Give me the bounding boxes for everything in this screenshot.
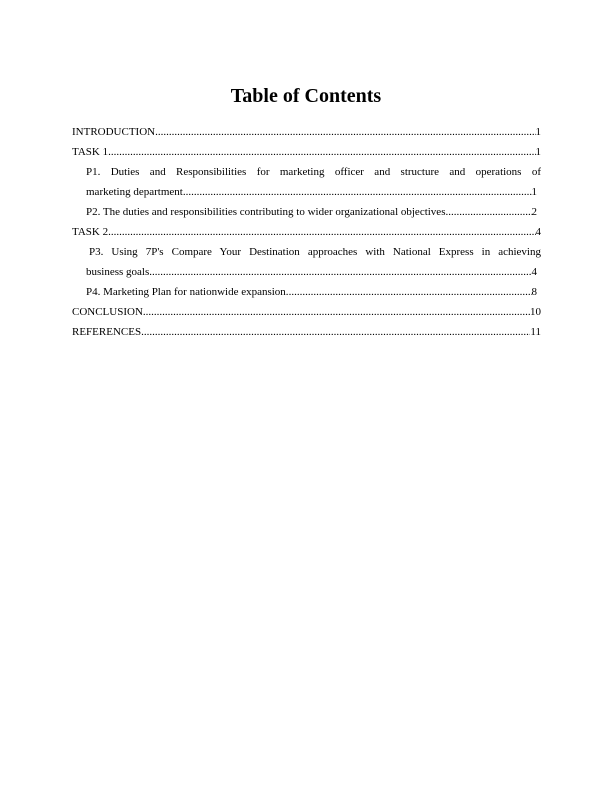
toc-page-number: 8	[531, 286, 537, 298]
toc-leader	[155, 122, 535, 142]
toc-label: TASK 1	[72, 146, 109, 158]
page-title: Table of Contents	[230, 85, 382, 107]
toc-entry-task-1[interactable]	[72, 142, 541, 162]
toc-leader	[445, 202, 531, 222]
toc-leader	[108, 142, 535, 162]
toc-label: P2. The duties and responsibilities contributing to wider organizational objectives	[86, 206, 446, 218]
toc-entry-references[interactable]	[72, 322, 541, 342]
toc-leader	[186, 182, 532, 202]
toc-leader	[289, 282, 532, 302]
toc-entry-p3-line2[interactable]	[72, 262, 537, 282]
toc-page-number: 4	[531, 266, 537, 278]
table-of-contents	[72, 122, 541, 342]
toc-page-number: 2	[531, 206, 537, 218]
toc-page-number: 1	[531, 186, 537, 198]
toc-leader	[143, 302, 530, 322]
toc-page-number: 1	[535, 126, 541, 138]
toc-entry-p4[interactable]	[72, 282, 537, 302]
toc-page-number: 1	[535, 146, 541, 158]
toc-entry-p1-line1[interactable]	[72, 162, 541, 182]
toc-label: business goals	[86, 266, 150, 278]
toc-entry-introduction[interactable]	[72, 122, 541, 142]
toc-page-number: 4	[535, 226, 541, 238]
toc-page-number: 11	[530, 326, 541, 338]
toc-label: INTRODUCTION	[72, 126, 156, 138]
toc-label: marketing department.	[86, 186, 186, 198]
toc-leader	[108, 222, 535, 242]
toc-entry-conclusion[interactable]	[72, 302, 541, 322]
toc-entry-task-2[interactable]	[72, 222, 541, 242]
toc-page-number: 10	[530, 306, 541, 318]
toc-label: TASK 2	[72, 226, 109, 238]
toc-label: P4. Marketing Plan for nationwide expansion.	[86, 286, 289, 298]
toc-label: P3. Using 7P's Compare Your Destination approaches with National Express in achieving	[89, 246, 541, 258]
toc-entry-p2[interactable]	[72, 202, 537, 222]
toc-leader	[141, 322, 530, 342]
toc-label: CONCLUSION	[72, 306, 143, 318]
toc-label: P1. Duties and Responsibilities for marketing officer and structure and operations of	[86, 166, 541, 178]
toc-leader	[149, 262, 531, 282]
toc-entry-p1-line2[interactable]	[72, 182, 537, 202]
toc-label: REFERENCES	[72, 326, 142, 338]
toc-entry-p3-line1[interactable]	[72, 242, 541, 262]
